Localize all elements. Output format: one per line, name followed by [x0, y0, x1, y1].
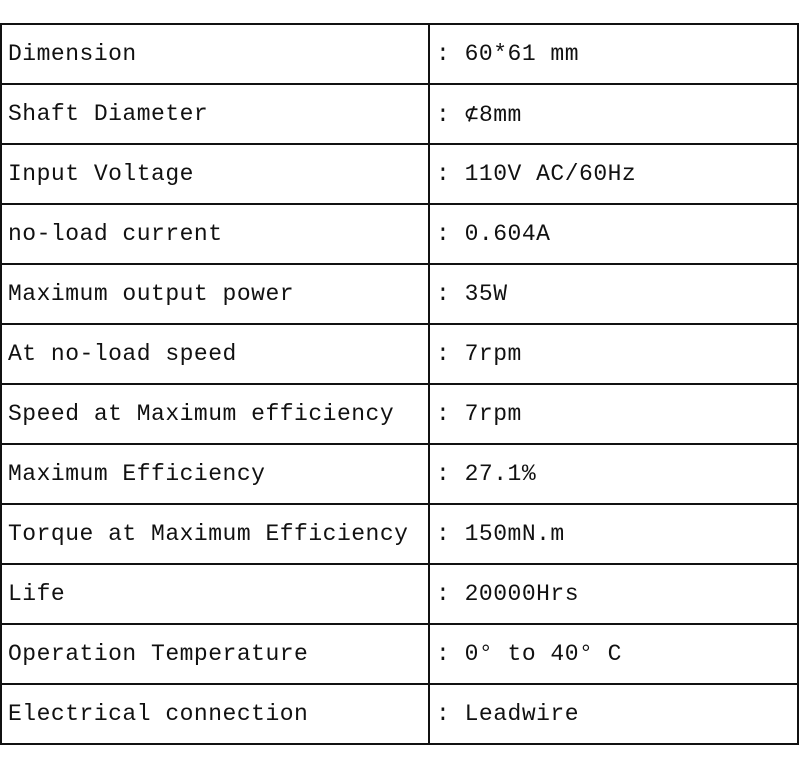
table-row — [1, 324, 798, 384]
table-row — [1, 444, 798, 504]
spec-value: : 7rpm — [429, 384, 798, 444]
spec-label: Maximum output power — [1, 264, 429, 324]
table-row — [1, 264, 798, 324]
spec-value: : Leadwire — [429, 684, 798, 744]
spec-label: Dimension — [1, 24, 429, 84]
spec-label: Life — [1, 564, 429, 624]
spec-label: Torque at Maximum Efficiency — [1, 504, 429, 564]
spec-value: : 110V AC/60Hz — [429, 144, 798, 204]
spec-label: Electrical connection — [1, 684, 429, 744]
spec-label: At no-load speed — [1, 324, 429, 384]
spec-value: : 60*61 mm — [429, 24, 798, 84]
spec-table — [0, 23, 799, 745]
spec-value: : 27.1% — [429, 444, 798, 504]
table-row — [1, 84, 798, 144]
spec-value: : ⊄8mm — [429, 84, 798, 144]
spec-label: no-load current — [1, 204, 429, 264]
table-row — [1, 384, 798, 444]
spec-label: Operation Temperature — [1, 624, 429, 684]
spec-value: : 0° to 40° C — [429, 624, 798, 684]
table-row — [1, 684, 798, 744]
table-row — [1, 24, 798, 84]
spec-label: Maximum Efficiency — [1, 444, 429, 504]
spec-value: : 35W — [429, 264, 798, 324]
spec-label: Shaft Diameter — [1, 84, 429, 144]
spec-value: : 0.604A — [429, 204, 798, 264]
table-row — [1, 624, 798, 684]
spec-label: Speed at Maximum efficiency — [1, 384, 429, 444]
spec-value: : 7rpm — [429, 324, 798, 384]
table-row — [1, 504, 798, 564]
spec-value: : 150mN.m — [429, 504, 798, 564]
table-row — [1, 564, 798, 624]
table-row — [1, 204, 798, 264]
table-row — [1, 144, 798, 204]
spec-value: : 20000Hrs — [429, 564, 798, 624]
spec-label: Input Voltage — [1, 144, 429, 204]
